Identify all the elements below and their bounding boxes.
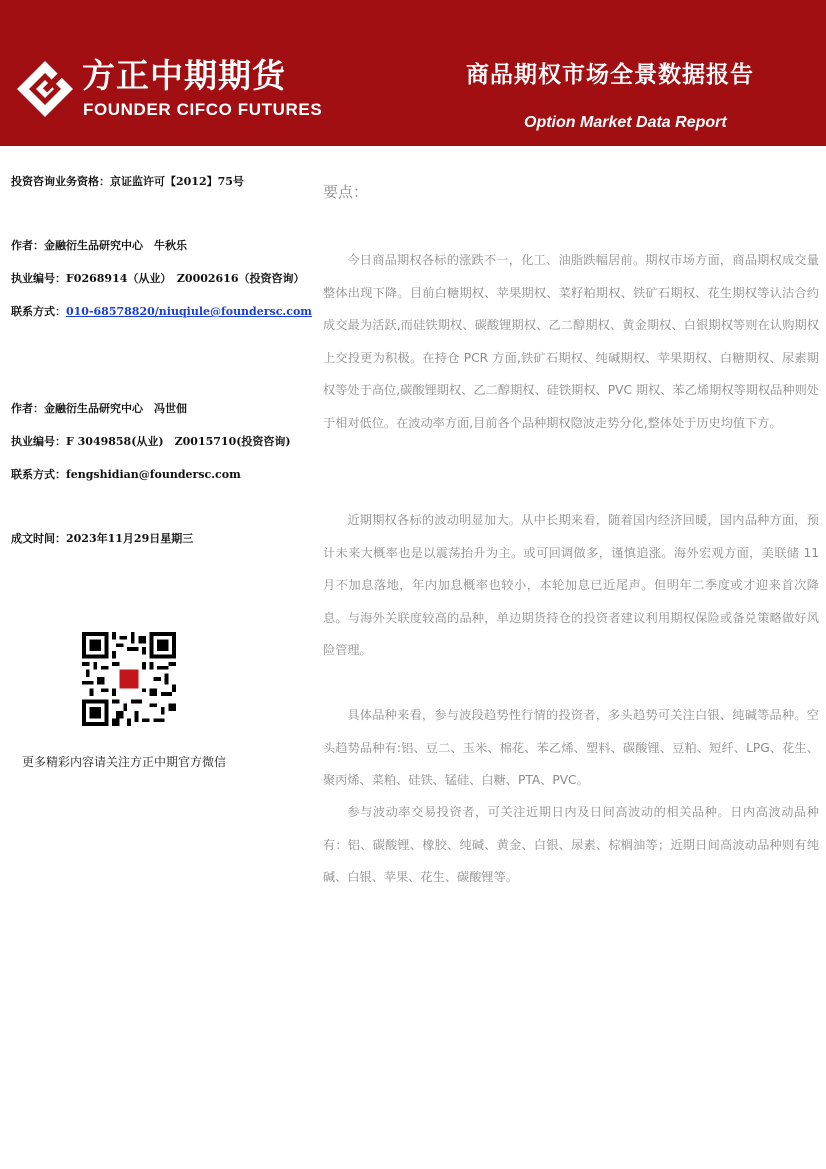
- author2-contact: 联系方式：fengshidian@foundersc.com: [11, 468, 241, 481]
- date-line: 成文时间：2023年11月29日星期三: [11, 532, 194, 545]
- paragraph-outlook: 近期期权各标的波动明显加大。从中长期来看，随着国内经济回暖，国内品种方面，预计未来大概率也是以震荡抬升为主。或可回调做多，谨慎追涨。海外宏观方面，美联储 11 月不加息落地，年内加息概率也较小，本轮加息已近尾声。但明年二季度或才迎来首次降息。与海外关联度较高的品种，单边期货持仓的投资者建议利用期权保险或备兑策略做好风险管理。: [323, 513, 819, 657]
- logo-chinese-name: 方正中期期货: [82, 56, 286, 95]
- author1-license: 执业编号：F0268914（从业） Z0002616（投资咨询）: [11, 272, 305, 285]
- paragraph-overview: 今日商品期权各标的涨跌不一，化工、油脂跌幅居前。期权市场方面，商品期权成交量整体出现下降。目前白糖期权、苹果期权、菜籽粕期权、铁矿石期权、花生期权等认沽合约成交最为活跃,而硅铁期权、碳酸锂期权、乙二醇期权、黄金期权、白银期权等则在认购期权上交投更为积极。在持仓 PCR 方面,铁矿石期权、纯碱期权、苹果期权、白糖期权、尿素期权等处于高位,碳酸锂期权、乙二醇期权、硅铁期权、PVC 期权、苯乙烯期权等期权品种则处于相对低位。在波动率方面,目前各个品种期权隐波走势分化,整体处于历史均值下方。: [323, 253, 819, 430]
- license-line: 投资咨询业务资格：京证监许可【2012】75号: [11, 175, 244, 188]
- report-subtitle: Option Market Data Report: [524, 114, 727, 131]
- report-title: 商品期权市场全景数据报告: [466, 62, 754, 88]
- qr-caption: 更多精彩内容请关注方正中期官方微信: [22, 755, 227, 769]
- key-points-title: 要点：: [323, 183, 369, 201]
- author1-contact-label: 联系方式：: [11, 305, 66, 318]
- logo-english-name: FOUNDER CIFCO FUTURES: [83, 100, 323, 119]
- author1-name: 作者：金融衍生品研究中心 牛秋乐: [11, 239, 187, 252]
- qr-code-icon: [82, 632, 176, 726]
- company-logo-icon: [16, 60, 74, 118]
- author2-name: 作者：金融衍生品研究中心 冯世佃: [11, 402, 187, 415]
- author2-license: 执业编号：F 3049858(从业) Z0015710(投资咨询): [11, 435, 291, 448]
- paragraph-trend: 具体品种来看，参与波段趋势性行情的投资者，多头趋势可关注白银、纯碱等品种。空头趋势品种有:铝、豆二、玉米、棉花、苯乙烯、塑料、碳酸锂、豆粕、短纤、LPG、花生、聚丙烯、菜粕、硅铁、锰硅、白糖、PTA、PVC。: [323, 708, 819, 787]
- author1-contact: [11, 305, 312, 319]
- author1-contact-link[interactable]: 010-68578820/niuqiule@foundersc.com: [66, 305, 312, 318]
- paragraph-volatility: 参与波动率交易投资者，可关注近期日内及日间高波动的相关品种。日内高波动品种有：铝、碳酸锂、橡胶、纯碱、黄金、白银、尿素、棕榈油等；近期日间高波动品种则有纯碱、白银、苹果、花生、碳酸锂等。: [323, 805, 819, 884]
- header-banner: [0, 0, 826, 146]
